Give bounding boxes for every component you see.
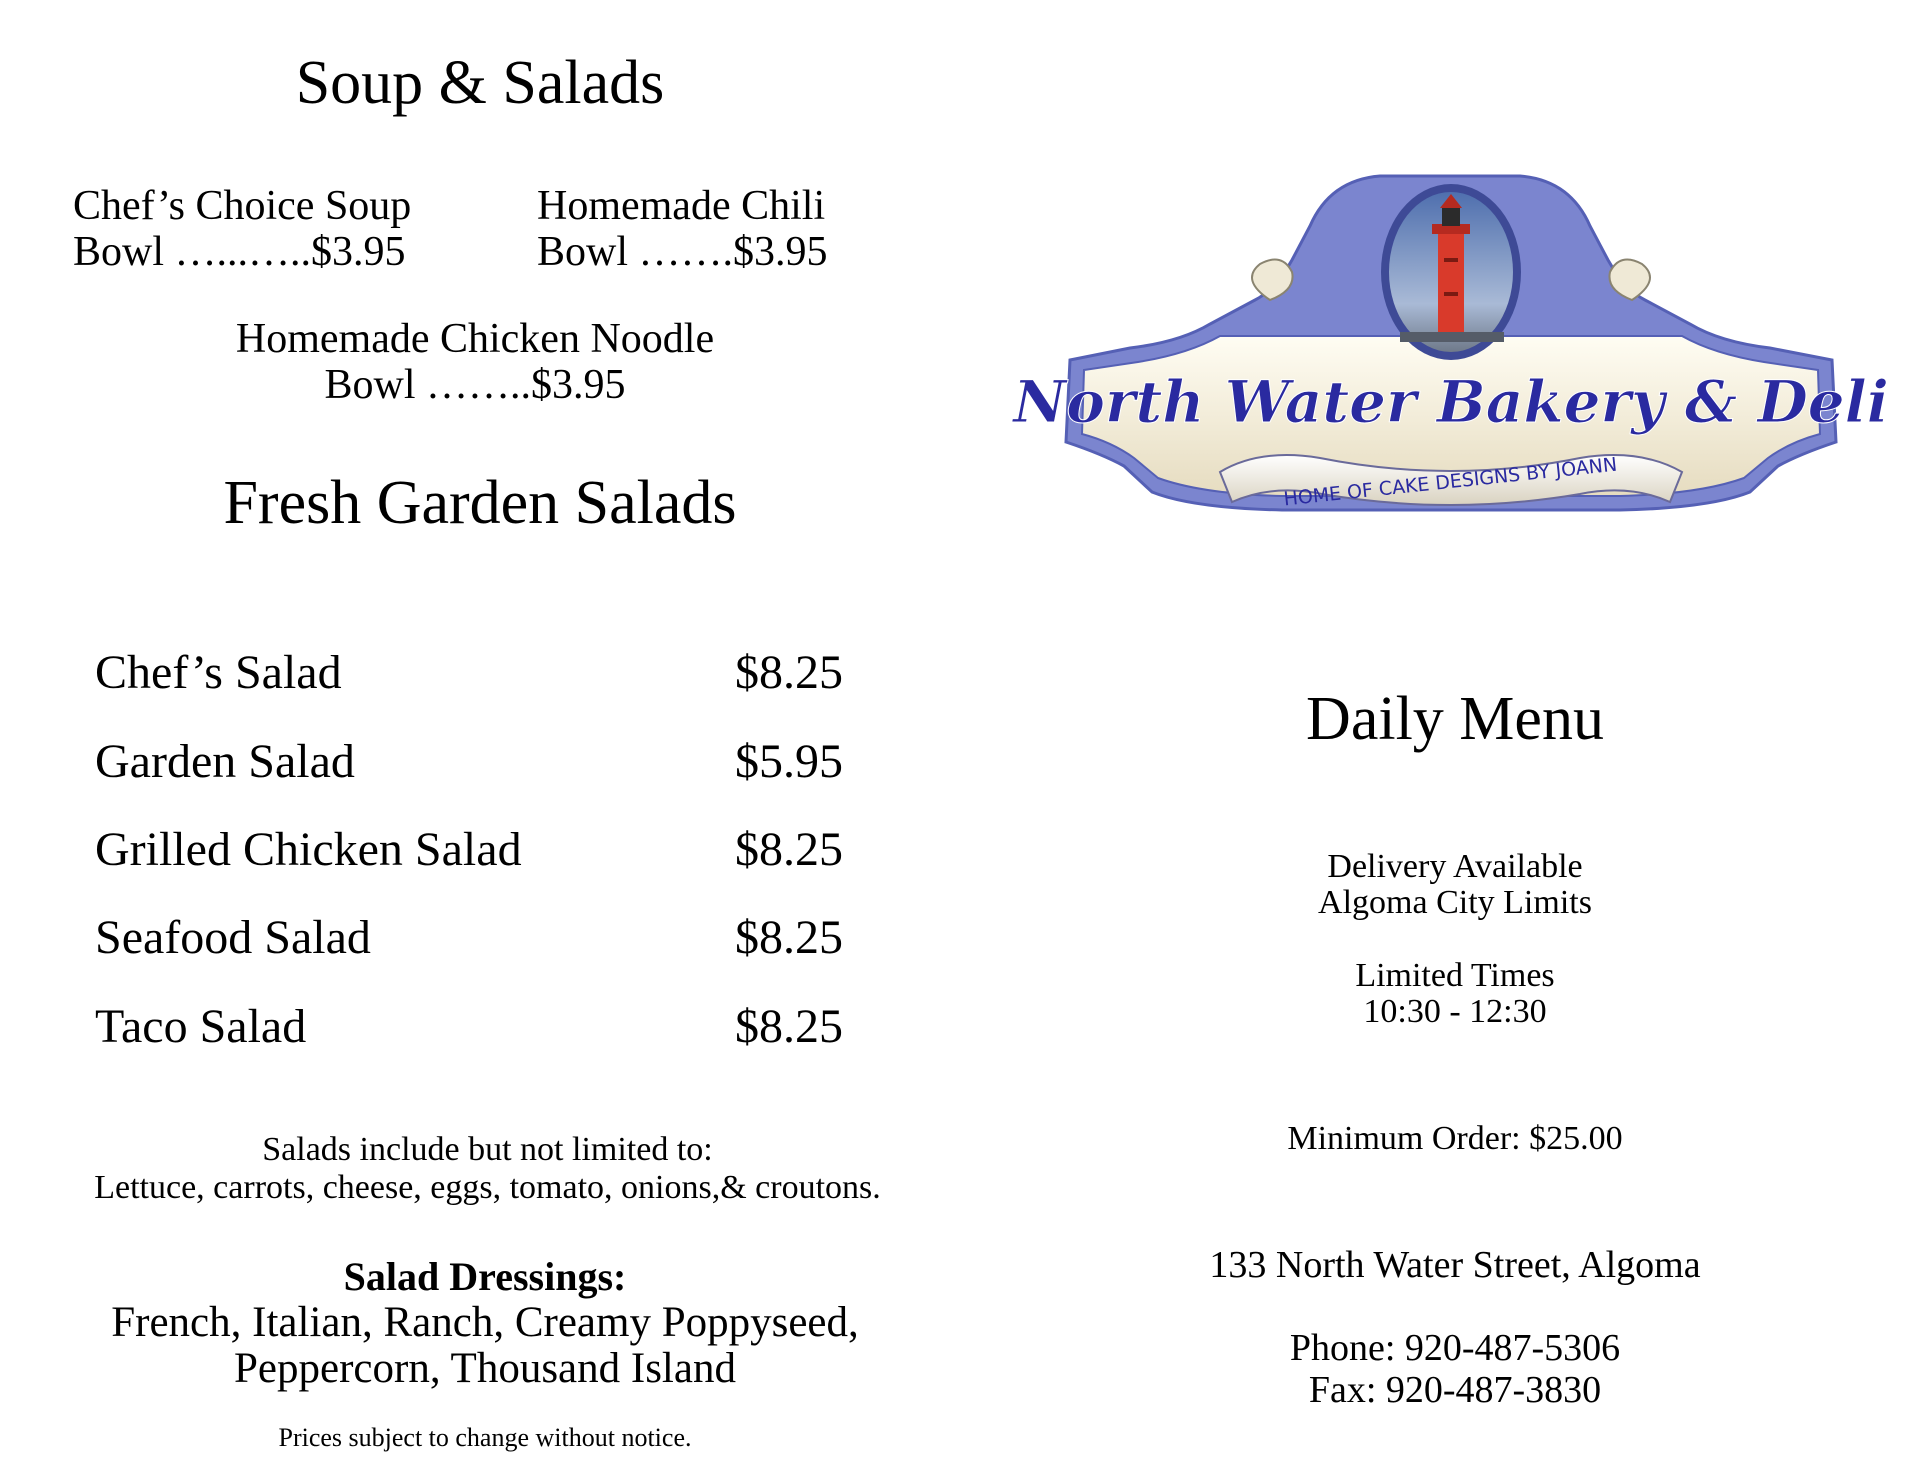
salad-name: Taco Salad	[95, 1000, 307, 1053]
soup-price: Bowl ……..$3.95	[324, 362, 626, 408]
right-panel	[1040, 0, 1920, 1484]
salad-name: Chef’s Salad	[95, 646, 342, 699]
delivery-times	[1040, 958, 1870, 1030]
salad-dressings	[0, 1254, 970, 1392]
dressings-title: Salad Dressings:	[343, 1254, 627, 1299]
salad-includes-line: Salads include but not limited to:	[262, 1131, 713, 1168]
salad-price: $8.25	[735, 1000, 843, 1053]
delivery-line: Algoma City Limits	[1318, 884, 1592, 921]
salad-price: $8.25	[735, 823, 843, 876]
salad-includes	[0, 1131, 975, 1207]
phone-number: Phone: 920-487-5306	[1289, 1327, 1621, 1369]
soup-item	[0, 316, 950, 408]
salad-includes-line: Lettuce, carrots, cheese, eggs, tomato, onions,& croutons.	[94, 1169, 881, 1206]
dressings-line: French, Italian, Ranch, Creamy Poppyseed,	[111, 1299, 859, 1346]
soup-name: Homemade Chili	[537, 183, 826, 229]
daily-menu-title: Daily Menu	[1306, 685, 1604, 753]
soup-item	[73, 183, 411, 275]
salad-name: Grilled Chicken Salad	[95, 823, 522, 876]
soup-name: Chef’s Choice Soup	[73, 183, 412, 229]
logo-business-name: North Water Bakery & Deli	[1013, 368, 1889, 436]
times-line: 10:30 - 12:30	[1363, 993, 1547, 1030]
salad-price: $5.95	[735, 735, 843, 788]
soup-price: Bowl …...…..$3.95	[73, 229, 406, 275]
fax-number: Fax: 920-487-3830	[1308, 1369, 1602, 1411]
salad-price: $8.25	[735, 911, 843, 964]
salad-row	[95, 997, 855, 1057]
salad-row	[95, 643, 855, 703]
price-disclaimer: Prices subject to change without notice.	[278, 1423, 692, 1452]
minimum-order: Minimum Order: $25.00	[1287, 1120, 1623, 1157]
dressings-line: Peppercorn, Thousand Island	[234, 1345, 736, 1392]
delivery-info	[1040, 849, 1870, 921]
salad-row	[95, 908, 855, 968]
salad-section-title: Fresh Garden Salads	[223, 469, 737, 537]
soup-name: Homemade Chicken Noodle	[235, 316, 715, 362]
times-line: Limited Times	[1355, 957, 1555, 994]
delivery-line: Delivery Available	[1327, 848, 1583, 885]
contact-info	[1040, 1327, 1870, 1411]
salad-price: $8.25	[735, 646, 843, 699]
soup-item	[537, 183, 828, 275]
logo-tagline: HOME OF CAKE DESIGNS BY JOANN	[1282, 453, 1619, 511]
salad-row	[95, 732, 855, 792]
soup-price: Bowl …….$3.95	[537, 229, 828, 275]
address: 133 North Water Street, Algoma	[1209, 1244, 1701, 1286]
salad-row	[95, 820, 855, 880]
salad-name: Garden Salad	[95, 735, 355, 788]
salad-name: Seafood Salad	[95, 911, 371, 964]
soup-section-title: Soup & Salads	[295, 49, 665, 117]
